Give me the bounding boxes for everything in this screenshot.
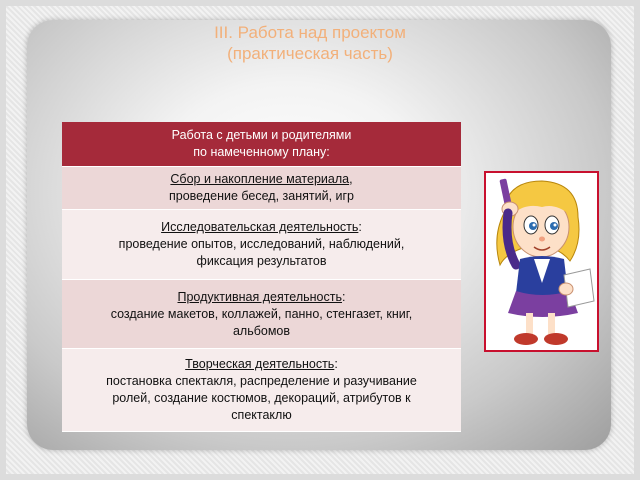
row-term: Сбор и накопление материала — [170, 172, 350, 186]
header-line-1: Работа с детьми и родителями — [171, 128, 352, 142]
row-text: альбомов — [232, 323, 291, 338]
row-punct: , — [349, 172, 353, 186]
title-line-1: III. Работа над проектом — [214, 23, 406, 42]
thinking-girl-icon — [486, 173, 597, 350]
row-text: ролей, создание костюмов, декораций, атрибутов к — [112, 391, 411, 405]
row-term: Продуктивная деятельность — [177, 289, 342, 304]
work-plan-table — [62, 122, 461, 432]
table-row — [62, 280, 461, 349]
table-header-row — [62, 122, 461, 167]
table-row — [62, 349, 461, 432]
table-row — [62, 167, 461, 210]
table-row — [62, 210, 461, 280]
row-text: постановка спектакля, распределение и разучивание — [106, 374, 417, 388]
row-text: проведение бесед, занятий, игр — [168, 189, 355, 203]
table-cell — [62, 280, 461, 349]
row-text: спектаклю — [231, 408, 292, 422]
row-term: Исследовательская деятельность — [161, 220, 359, 234]
header-line-2: по намеченному плану: — [193, 145, 330, 159]
child-illustration — [484, 171, 599, 352]
row-text: создание макетов, коллажей, панно, стенгазет, книг, — [110, 306, 413, 321]
row-term: Творческая деятельность — [185, 357, 335, 371]
row-text: проведение опытов, исследований, наблюдений, — [118, 237, 405, 251]
slide-title — [140, 22, 480, 64]
row-text: фиксация результатов — [196, 254, 327, 268]
table-cell — [62, 210, 461, 280]
row-punct: : — [342, 289, 346, 304]
table-cell — [62, 167, 461, 210]
row-punct: : — [334, 357, 338, 371]
table-cell — [62, 349, 461, 432]
row-punct: : — [358, 220, 362, 234]
table-header-cell — [62, 122, 461, 167]
title-line-2: (практическая часть) — [227, 44, 393, 63]
